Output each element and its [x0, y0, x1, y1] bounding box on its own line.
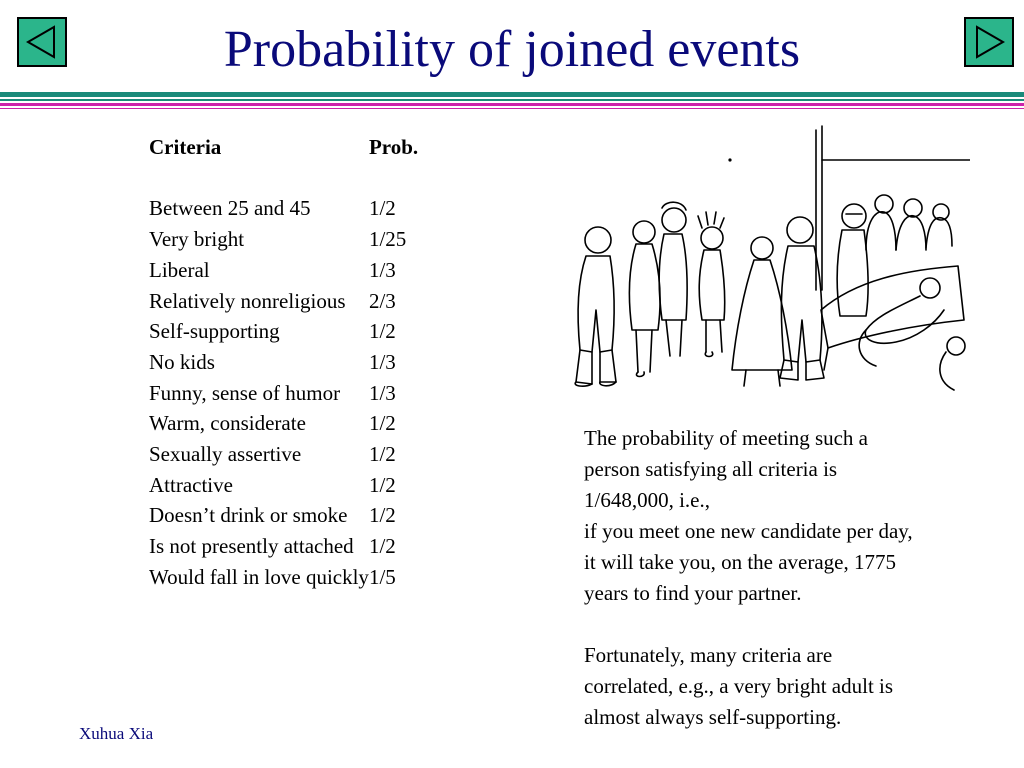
criteria-cell: Liberal	[149, 257, 210, 282]
criteria-cell: Very bright	[149, 227, 245, 252]
table-row	[149, 316, 418, 347]
column-header-prob: Prob.	[368, 135, 419, 159]
prob-cell: 1/2	[368, 534, 396, 559]
paragraph-years: if you meet one new candidate per day, it will take you, on the average, 1775 years to find your partner.	[584, 519, 913, 605]
criteria-cell: Doesn’t drink or smoke	[149, 503, 348, 528]
table-row	[149, 286, 418, 317]
criteria-cell: Attractive	[149, 472, 233, 497]
prob-cell: 1/2	[368, 196, 396, 221]
criteria-cell: Sexually assertive	[149, 442, 302, 467]
table-row	[149, 439, 418, 470]
prob-cell: 1/5	[368, 564, 396, 589]
criteria-cell: Funny, sense of humor	[149, 380, 341, 405]
prob-cell: 1/2	[368, 319, 396, 344]
table-row	[149, 562, 418, 593]
prob-cell: 1/25	[368, 227, 407, 252]
table-row	[149, 378, 418, 409]
table-row	[149, 347, 418, 378]
prob-cell: 1/3	[368, 380, 396, 405]
paragraph-correlated: Fortunately, many criteria are correlated, e.g., a very bright adult is almost always self-supporting.	[584, 643, 894, 729]
table-row	[149, 408, 418, 439]
party-cartoon-icon	[575, 126, 970, 390]
party-cartoon-image	[566, 120, 970, 412]
criteria-cell: Between 25 and 45	[149, 196, 311, 221]
table-row	[149, 470, 418, 501]
table-row	[149, 500, 418, 531]
explanation-text	[584, 423, 924, 733]
table-row	[149, 193, 418, 224]
criteria-cell: Warm, considerate	[149, 411, 306, 436]
criteria-cell: No kids	[149, 349, 215, 374]
criteria-cell: Would fall in love quickly	[149, 564, 369, 589]
table-row	[149, 531, 418, 562]
table-row	[149, 255, 418, 286]
slide-title: Probability of joined events	[223, 21, 801, 78]
prob-cell: 1/2	[368, 442, 396, 467]
prob-cell: 1/3	[368, 257, 396, 282]
paragraph-probability: The probability of meeting such a person satisfying all criteria is 1/648,000, i.e.,	[584, 426, 869, 512]
criteria-cell: Self-supporting	[149, 319, 280, 344]
column-header-criteria: Criteria	[149, 135, 222, 159]
table-header-row	[149, 132, 418, 163]
prob-cell: 1/2	[368, 411, 396, 436]
prob-cell: 1/2	[368, 472, 396, 497]
criteria-table	[149, 132, 418, 593]
criteria-cell: Relatively nonreligious	[149, 288, 346, 313]
author-footer: Xuhua Xia	[79, 724, 154, 743]
prob-cell: 2/3	[368, 288, 396, 313]
prob-cell: 1/2	[368, 503, 396, 528]
criteria-cell: Is not presently attached	[149, 534, 354, 559]
prob-cell: 1/3	[368, 349, 396, 374]
table-row	[149, 224, 418, 255]
